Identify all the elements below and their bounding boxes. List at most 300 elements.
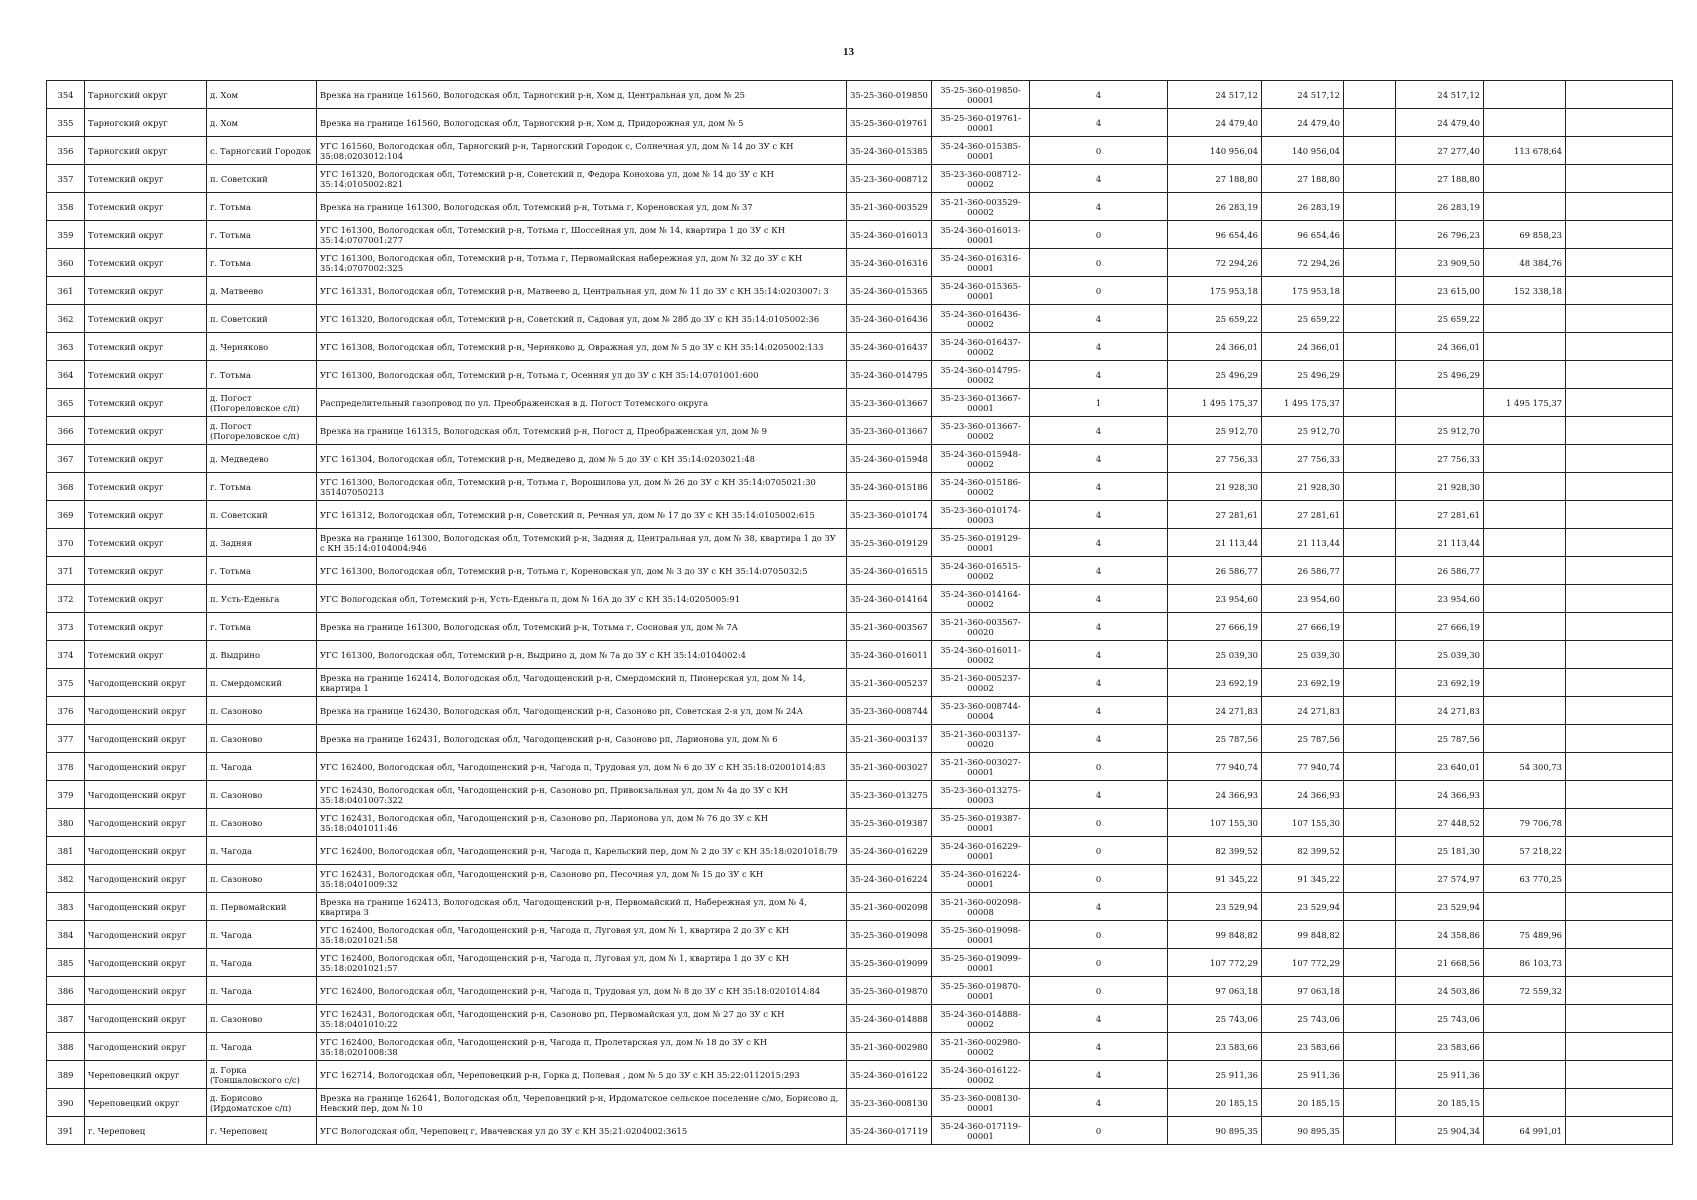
table-row xyxy=(47,837,1673,865)
cell-empty-col xyxy=(1344,921,1396,949)
cell-amount-2 xyxy=(1484,361,1566,389)
cell-amount-1: 23 529,94 xyxy=(1396,893,1484,921)
table-row xyxy=(47,1089,1673,1117)
cell-object-description: УГС 162431, Вологодская обл, Чагодощенский р-н, Сазоново рп, Первомайская ул, дом № 27 до ЗУ с КН 35:18:0401010:22 xyxy=(317,1005,847,1033)
cell-empty-col-2 xyxy=(1566,249,1673,277)
cell-amount-1: 25 496,29 xyxy=(1396,361,1484,389)
cell-category: 4 xyxy=(1030,473,1168,501)
cell-district: Чагодощенский округ xyxy=(85,921,207,949)
cell-settlement: д. Горка (Тоншаловского с/с) xyxy=(207,1061,317,1089)
cell-object-description: УГС 162400, Вологодская обл, Чагодощенский р-н, Чагода п, Карельский пер, дом № 2 до ЗУ с КН 35:18:0201018:79 xyxy=(317,837,847,865)
cell-district: Чагодощенский округ xyxy=(85,837,207,865)
cell-object-description: Врезка на границе 162641, Вологодская обл, Череповецкий р-н, Ирдоматское сельское поселение с/мо, Борисово д, Невский пер, дом № 10 xyxy=(317,1089,847,1117)
cell-amount-2 xyxy=(1484,81,1566,109)
cell-empty-col xyxy=(1344,641,1396,669)
cell-amount-1: 25 904,34 xyxy=(1396,1117,1484,1145)
cell-amount-2 xyxy=(1484,417,1566,445)
cell-empty-col-2 xyxy=(1566,445,1673,473)
cell-settlement: д. Медведево xyxy=(207,445,317,473)
cell-amount-1: 26 586,77 xyxy=(1396,557,1484,585)
cell-object-description: УГС 161320, Вологодская обл, Тотемский р-н, Советский п, Федора Конохова ул, дом № 14 до ЗУ с КН 35:14:0105002:821 xyxy=(317,165,847,193)
cell-cost-2: 20 185,15 xyxy=(1262,1089,1344,1117)
cell-identifier-code: 35-23-360-013667 xyxy=(847,417,932,445)
cell-empty-col xyxy=(1344,1033,1396,1061)
cell-identifier-code: 35-25-360-019870 xyxy=(847,977,932,1005)
cell-amount-2 xyxy=(1484,501,1566,529)
cell-empty-col-2 xyxy=(1566,277,1673,305)
cell-empty-col xyxy=(1344,361,1396,389)
cell-amount-1: 25 039,30 xyxy=(1396,641,1484,669)
cell-row-number: 369 xyxy=(47,501,85,529)
cell-empty-col xyxy=(1344,977,1396,1005)
cell-district: Тарногский округ xyxy=(85,109,207,137)
cell-amount-2 xyxy=(1484,1061,1566,1089)
cell-total-cost: 24 271,83 xyxy=(1168,697,1262,725)
cell-empty-col xyxy=(1344,473,1396,501)
table-row xyxy=(47,165,1673,193)
cell-object-code: 35-25-360-019850-00001 xyxy=(932,81,1030,109)
cell-settlement: п. Чагода xyxy=(207,949,317,977)
cell-empty-col xyxy=(1344,249,1396,277)
cell-district: Чагодощенский округ xyxy=(85,669,207,697)
cell-amount-2 xyxy=(1484,529,1566,557)
cell-empty-col xyxy=(1344,277,1396,305)
cell-object-code: 35-24-360-016515-00002 xyxy=(932,557,1030,585)
cell-identifier-code: 35-23-360-010174 xyxy=(847,501,932,529)
cell-object-description: Врезка на границе 162430, Вологодская обл, Чагодощенский р-н, Сазоново рп, Советская 2-я ул, дом № 24А xyxy=(317,697,847,725)
cell-object-code: 35-24-360-015385-00001 xyxy=(932,137,1030,165)
cell-amount-2: 63 770,25 xyxy=(1484,865,1566,893)
cell-object-description: УГС 161304, Вологодская обл, Тотемский р-н, Медведево д, дом № 5 до ЗУ с КН 35:14:0203021:48 xyxy=(317,445,847,473)
cell-identifier-code: 35-21-360-003027 xyxy=(847,753,932,781)
table-row xyxy=(47,1117,1673,1145)
cell-category: 4 xyxy=(1030,361,1168,389)
cell-district: Чагодощенский округ xyxy=(85,1033,207,1061)
cell-identifier-code: 35-21-360-005237 xyxy=(847,669,932,697)
cell-row-number: 380 xyxy=(47,809,85,837)
cell-settlement: п. Первомайский xyxy=(207,893,317,921)
cell-district: Тарногский округ xyxy=(85,137,207,165)
cell-amount-2: 48 384,76 xyxy=(1484,249,1566,277)
cell-object-code: 35-23-360-008130-00001 xyxy=(932,1089,1030,1117)
cell-identifier-code: 35-23-360-013275 xyxy=(847,781,932,809)
cell-amount-1: 24 358,86 xyxy=(1396,921,1484,949)
cell-row-number: 361 xyxy=(47,277,85,305)
cell-cost-2: 91 345,22 xyxy=(1262,865,1344,893)
cell-empty-col xyxy=(1344,585,1396,613)
cell-row-number: 379 xyxy=(47,781,85,809)
cell-row-number: 375 xyxy=(47,669,85,697)
cell-cost-2: 23 954,60 xyxy=(1262,585,1344,613)
cell-amount-2: 152 338,18 xyxy=(1484,277,1566,305)
cell-settlement: п. Сазоново xyxy=(207,865,317,893)
cell-empty-col-2 xyxy=(1566,1005,1673,1033)
cell-empty-col xyxy=(1344,949,1396,977)
cell-empty-col xyxy=(1344,837,1396,865)
cell-identifier-code: 35-24-360-015948 xyxy=(847,445,932,473)
cell-district: Тотемский округ xyxy=(85,165,207,193)
cell-empty-col xyxy=(1344,893,1396,921)
cell-amount-2: 79 706,78 xyxy=(1484,809,1566,837)
table-row xyxy=(47,753,1673,781)
cell-amount-1: 27 666,19 xyxy=(1396,613,1484,641)
cell-settlement: п. Советский xyxy=(207,305,317,333)
cell-identifier-code: 35-24-360-016436 xyxy=(847,305,932,333)
cell-identifier-code: 35-25-360-019099 xyxy=(847,949,932,977)
cell-empty-col xyxy=(1344,781,1396,809)
cell-settlement: г. Тотьма xyxy=(207,473,317,501)
cell-amount-1: 25 912,70 xyxy=(1396,417,1484,445)
cell-object-description: Врезка на границе 161300, Вологодская обл, Тотемский р-н, Задняя д, Центральная ул, дом № 38, квартира 1 до ЗУ с КН 35:14:0104004:946 xyxy=(317,529,847,557)
cell-total-cost: 140 956,04 xyxy=(1168,137,1262,165)
cell-total-cost: 27 756,33 xyxy=(1168,445,1262,473)
cell-identifier-code: 35-24-360-015365 xyxy=(847,277,932,305)
table-row xyxy=(47,585,1673,613)
cell-cost-2: 1 495 175,37 xyxy=(1262,389,1344,417)
cell-category: 4 xyxy=(1030,81,1168,109)
cell-amount-2 xyxy=(1484,109,1566,137)
cell-category: 4 xyxy=(1030,445,1168,473)
cell-amount-1: 23 583,66 xyxy=(1396,1033,1484,1061)
cell-object-code: 35-25-360-019098-00001 xyxy=(932,921,1030,949)
cell-total-cost: 24 366,93 xyxy=(1168,781,1262,809)
cell-identifier-code: 35-24-360-016316 xyxy=(847,249,932,277)
cell-settlement: д. Хом xyxy=(207,109,317,137)
cell-empty-col-2 xyxy=(1566,641,1673,669)
cell-settlement: п. Смердомский xyxy=(207,669,317,697)
cell-district: Тотемский округ xyxy=(85,529,207,557)
cell-object-description: УГС Вологодская обл, Тотемский р-н, Усть-Еденьга п, дом № 16А до ЗУ с КН 35:14:0205005:91 xyxy=(317,585,847,613)
cell-object-description: Врезка на границе 162413, Вологодская обл, Чагодощенский р-н, Первомайский п, Набережная ул, дом № 4, квартира 3 xyxy=(317,893,847,921)
cell-settlement: п. Чагода xyxy=(207,837,317,865)
cell-amount-1: 23 640,01 xyxy=(1396,753,1484,781)
table-row xyxy=(47,473,1673,501)
cell-category: 0 xyxy=(1030,809,1168,837)
cell-district: Чагодощенский округ xyxy=(85,1005,207,1033)
table-row xyxy=(47,557,1673,585)
cell-identifier-code: 35-25-360-019850 xyxy=(847,81,932,109)
table-row xyxy=(47,1033,1673,1061)
cell-amount-2: 69 858,23 xyxy=(1484,221,1566,249)
cell-empty-col xyxy=(1344,137,1396,165)
cell-object-code: 35-24-360-016436-00002 xyxy=(932,305,1030,333)
cell-row-number: 360 xyxy=(47,249,85,277)
cell-empty-col xyxy=(1344,193,1396,221)
cell-object-code: 35-25-360-019761-00001 xyxy=(932,109,1030,137)
cell-empty-col-2 xyxy=(1566,781,1673,809)
table-row xyxy=(47,277,1673,305)
cell-amount-1: 25 659,22 xyxy=(1396,305,1484,333)
cell-amount-2 xyxy=(1484,697,1566,725)
cell-object-code: 35-25-360-019870-00001 xyxy=(932,977,1030,1005)
cell-object-description: Врезка на границе 161560, Вологодская обл, Тарногский р-н, Хом д, Придорожная ул, дом № 5 xyxy=(317,109,847,137)
cell-empty-col-2 xyxy=(1566,165,1673,193)
cell-empty-col-2 xyxy=(1566,389,1673,417)
cell-cost-2: 72 294,26 xyxy=(1262,249,1344,277)
cell-identifier-code: 35-21-360-003137 xyxy=(847,725,932,753)
cell-total-cost: 24 366,01 xyxy=(1168,333,1262,361)
cell-object-description: УГС 162431, Вологодская обл, Чагодощенский р-н, Сазоново рп, Ларионова ул, дом № 76 до ЗУ с КН 35:18:0401011:46 xyxy=(317,809,847,837)
cell-empty-col xyxy=(1344,1117,1396,1145)
cell-cost-2: 24 366,01 xyxy=(1262,333,1344,361)
table-row xyxy=(47,949,1673,977)
cell-identifier-code: 35-24-360-016013 xyxy=(847,221,932,249)
cell-row-number: 387 xyxy=(47,1005,85,1033)
cell-object-code: 35-24-360-014795-00002 xyxy=(932,361,1030,389)
cell-object-code: 35-21-360-003027-00001 xyxy=(932,753,1030,781)
cell-row-number: 377 xyxy=(47,725,85,753)
cell-empty-col-2 xyxy=(1566,473,1673,501)
cell-identifier-code: 35-24-360-017119 xyxy=(847,1117,932,1145)
cell-total-cost: 26 283,19 xyxy=(1168,193,1262,221)
table-row xyxy=(47,81,1673,109)
cell-empty-col-2 xyxy=(1566,333,1673,361)
cell-amount-1: 24 503,86 xyxy=(1396,977,1484,1005)
cell-category: 0 xyxy=(1030,753,1168,781)
cell-object-description: УГС 162400, Вологодская обл, Чагодощенский р-н, Чагода п, Трудовая ул, дом № 8 до ЗУ с КН 35:18:0201014:84 xyxy=(317,977,847,1005)
cell-object-description: УГС 162400, Вологодская обл, Чагодощенский р-н, Чагода п, Пролетарская ул, дом № 18 до ЗУ с КН 35:18:0201008:38 xyxy=(317,1033,847,1061)
cell-object-code: 35-21-360-005237-00002 xyxy=(932,669,1030,697)
cell-object-description: УГС 161300, Вологодская обл, Тотемский р-н, Тотьма г, Первомайская набережная ул, дом № 32 до ЗУ с КН 35:14:0707002:325 xyxy=(317,249,847,277)
cell-row-number: 374 xyxy=(47,641,85,669)
cell-object-code: 35-24-360-015365-00001 xyxy=(932,277,1030,305)
cell-cost-2: 23 529,94 xyxy=(1262,893,1344,921)
cell-identifier-code: 35-23-360-013667 xyxy=(847,389,932,417)
cell-district: Чагодощенский округ xyxy=(85,697,207,725)
cell-amount-2: 57 218,22 xyxy=(1484,837,1566,865)
cell-object-code: 35-24-360-016013-00001 xyxy=(932,221,1030,249)
cell-row-number: 388 xyxy=(47,1033,85,1061)
cell-identifier-code: 35-25-360-019387 xyxy=(847,809,932,837)
cell-object-code: 35-25-360-019387-00001 xyxy=(932,809,1030,837)
cell-row-number: 384 xyxy=(47,921,85,949)
cell-object-code: 35-21-360-003567-00020 xyxy=(932,613,1030,641)
cell-amount-2: 1 495 175,37 xyxy=(1484,389,1566,417)
cell-settlement: п. Чагода xyxy=(207,753,317,781)
cell-object-description: УГС 161320, Вологодская обл, Тотемский р-н, Советский п, Садовая ул, дом № 28б до ЗУ с КН 35:14:0105002:36 xyxy=(317,305,847,333)
cell-row-number: 367 xyxy=(47,445,85,473)
cell-district: Чагодощенский округ xyxy=(85,725,207,753)
table-row xyxy=(47,725,1673,753)
cell-category: 0 xyxy=(1030,137,1168,165)
cell-amount-2 xyxy=(1484,1005,1566,1033)
cell-amount-1: 27 281,61 xyxy=(1396,501,1484,529)
cell-total-cost: 20 185,15 xyxy=(1168,1089,1262,1117)
cell-amount-2: 64 991,01 xyxy=(1484,1117,1566,1145)
cell-cost-2: 25 911,36 xyxy=(1262,1061,1344,1089)
cell-settlement: п. Сазоново xyxy=(207,1005,317,1033)
cell-amount-2: 113 678,64 xyxy=(1484,137,1566,165)
cell-object-description: УГС 161300, Вологодская обл, Тотемский р-н, Тотьма г, Шоссейная ул, дом № 14, квартира 1 до ЗУ с КН 35:14:0707001:277 xyxy=(317,221,847,249)
cell-total-cost: 23 583,66 xyxy=(1168,1033,1262,1061)
cell-amount-2 xyxy=(1484,165,1566,193)
cell-object-description: УГС 162400, Вологодская обл, Чагодощенский р-н, Чагода п, Трудовая ул, дом № 6 до ЗУ с КН 35:18:02001014:83 xyxy=(317,753,847,781)
cell-row-number: 372 xyxy=(47,585,85,613)
cell-object-code: 35-23-360-008744-00004 xyxy=(932,697,1030,725)
cell-amount-2 xyxy=(1484,725,1566,753)
cell-empty-col xyxy=(1344,165,1396,193)
cell-object-description: УГС 161560, Вологодская обл, Тарногский р-н, Тарногский Городок с, Солнечная ул, дом № 14 до ЗУ с КН 35:08:0203012:104 xyxy=(317,137,847,165)
cell-object-code: 35-21-360-003529-00002 xyxy=(932,193,1030,221)
cell-settlement: д. Борисово (Ирдоматское с/п) xyxy=(207,1089,317,1117)
cell-object-description: УГС Вологодская обл, Череповец г, Ивачевская ул до ЗУ с КН 35:21:0204002:3615 xyxy=(317,1117,847,1145)
cell-empty-col xyxy=(1344,221,1396,249)
cell-empty-col xyxy=(1344,501,1396,529)
cell-amount-2 xyxy=(1484,781,1566,809)
cell-category: 4 xyxy=(1030,1033,1168,1061)
cell-category: 4 xyxy=(1030,725,1168,753)
cell-amount-1: 27 448,52 xyxy=(1396,809,1484,837)
cell-settlement: д. Выдрино xyxy=(207,641,317,669)
cell-empty-col xyxy=(1344,445,1396,473)
cell-category: 4 xyxy=(1030,109,1168,137)
cell-amount-1 xyxy=(1396,389,1484,417)
cell-settlement: г. Тотьма xyxy=(207,249,317,277)
cell-object-code: 35-24-360-016224-00001 xyxy=(932,865,1030,893)
table-row xyxy=(47,977,1673,1005)
table-row xyxy=(47,697,1673,725)
cell-cost-2: 27 188,80 xyxy=(1262,165,1344,193)
cell-object-code: 35-24-360-017119-00001 xyxy=(932,1117,1030,1145)
cell-amount-2 xyxy=(1484,613,1566,641)
cell-amount-1: 24 517,12 xyxy=(1396,81,1484,109)
cell-cost-2: 97 063,18 xyxy=(1262,977,1344,1005)
cell-total-cost: 77 940,74 xyxy=(1168,753,1262,781)
cell-empty-col-2 xyxy=(1566,81,1673,109)
cell-row-number: 390 xyxy=(47,1089,85,1117)
cell-empty-col-2 xyxy=(1566,109,1673,137)
cell-category: 1 xyxy=(1030,389,1168,417)
cell-amount-2: 72 559,32 xyxy=(1484,977,1566,1005)
cell-category: 4 xyxy=(1030,193,1168,221)
cell-row-number: 366 xyxy=(47,417,85,445)
cell-row-number: 355 xyxy=(47,109,85,137)
cell-amount-2 xyxy=(1484,585,1566,613)
cell-empty-col xyxy=(1344,725,1396,753)
table-row xyxy=(47,305,1673,333)
cell-total-cost: 1 495 175,37 xyxy=(1168,389,1262,417)
cell-identifier-code: 35-24-360-015186 xyxy=(847,473,932,501)
cell-cost-2: 26 586,77 xyxy=(1262,557,1344,585)
cell-amount-1: 21 113,44 xyxy=(1396,529,1484,557)
cell-cost-2: 23 692,19 xyxy=(1262,669,1344,697)
cell-empty-col-2 xyxy=(1566,585,1673,613)
cell-identifier-code: 35-23-360-008130 xyxy=(847,1089,932,1117)
cell-identifier-code: 35-24-360-016515 xyxy=(847,557,932,585)
cell-cost-2: 77 940,74 xyxy=(1262,753,1344,781)
cell-row-number: 357 xyxy=(47,165,85,193)
cell-empty-col xyxy=(1344,865,1396,893)
cell-row-number: 383 xyxy=(47,893,85,921)
cell-district: Тотемский округ xyxy=(85,557,207,585)
table-row xyxy=(47,445,1673,473)
cell-empty-col-2 xyxy=(1566,1089,1673,1117)
cell-cost-2: 27 756,33 xyxy=(1262,445,1344,473)
cell-cost-2: 23 583,66 xyxy=(1262,1033,1344,1061)
cell-object-code: 35-24-360-016122-00002 xyxy=(932,1061,1030,1089)
cell-row-number: 376 xyxy=(47,697,85,725)
cell-empty-col-2 xyxy=(1566,949,1673,977)
table-row xyxy=(47,361,1673,389)
cell-district: Чагодощенский округ xyxy=(85,893,207,921)
cell-empty-col xyxy=(1344,81,1396,109)
cell-category: 4 xyxy=(1030,641,1168,669)
table-row xyxy=(47,221,1673,249)
cell-empty-col xyxy=(1344,389,1396,417)
table-body xyxy=(47,81,1673,1145)
cell-empty-col-2 xyxy=(1566,1061,1673,1089)
cell-object-code: 35-23-360-013667-00001 xyxy=(932,389,1030,417)
cell-category: 4 xyxy=(1030,529,1168,557)
cell-district: Чагодощенский округ xyxy=(85,753,207,781)
cell-empty-col-2 xyxy=(1566,1117,1673,1145)
cell-object-description: УГС 162714, Вологодская обл, Череповецкий р-н, Горка д, Полевая , дом № 5 до ЗУ с КН 35:22:0112015:293 xyxy=(317,1061,847,1089)
cell-category: 4 xyxy=(1030,1089,1168,1117)
cell-identifier-code: 35-24-360-014164 xyxy=(847,585,932,613)
cell-district: Чагодощенский округ xyxy=(85,977,207,1005)
cell-cost-2: 96 654,46 xyxy=(1262,221,1344,249)
cell-object-description: УГС 162431, Вологодская обл, Чагодощенский р-н, Сазоново рп, Песочная ул, дом № 15 до ЗУ с КН 35:18:0401009:32 xyxy=(317,865,847,893)
cell-amount-1: 23 954,60 xyxy=(1396,585,1484,613)
cell-cost-2: 90 895,35 xyxy=(1262,1117,1344,1145)
cell-amount-1: 21 928,30 xyxy=(1396,473,1484,501)
cell-empty-col-2 xyxy=(1566,613,1673,641)
cell-category: 4 xyxy=(1030,613,1168,641)
cell-settlement: д. Погост (Погореловское с/п) xyxy=(207,389,317,417)
cell-amount-2 xyxy=(1484,473,1566,501)
cell-amount-1: 27 277,40 xyxy=(1396,137,1484,165)
cell-object-description: УГС 161331, Вологодская обл, Тотемский р-н, Матвеево д, Центральная ул, дом № 11 до ЗУ с КН 35:14:0203007: 3 xyxy=(317,277,847,305)
cell-row-number: 362 xyxy=(47,305,85,333)
cell-empty-col xyxy=(1344,753,1396,781)
cell-empty-col xyxy=(1344,557,1396,585)
cell-empty-col-2 xyxy=(1566,753,1673,781)
cell-empty-col xyxy=(1344,417,1396,445)
cell-amount-1: 27 188,80 xyxy=(1396,165,1484,193)
cell-cost-2: 99 848,82 xyxy=(1262,921,1344,949)
cell-empty-col-2 xyxy=(1566,669,1673,697)
cell-district: Тотемский округ xyxy=(85,473,207,501)
cell-empty-col xyxy=(1344,529,1396,557)
cell-object-description: Врезка на границе 161560, Вологодская обл, Тарногский р-н, Хом д, Центральная ул, дом № 25 xyxy=(317,81,847,109)
cell-total-cost: 23 692,19 xyxy=(1168,669,1262,697)
cell-empty-col xyxy=(1344,1089,1396,1117)
cell-settlement: п. Сазоново xyxy=(207,697,317,725)
cell-object-description: УГС 161300, Вологодская обл, Тотемский р-н, Тотьма г, Осенняя ул до ЗУ с КН 35:14:0701001:600 xyxy=(317,361,847,389)
table-row xyxy=(47,809,1673,837)
cell-object-code: 35-21-360-003137-00020 xyxy=(932,725,1030,753)
cell-cost-2: 27 666,19 xyxy=(1262,613,1344,641)
cell-total-cost: 26 586,77 xyxy=(1168,557,1262,585)
cell-empty-col xyxy=(1344,613,1396,641)
cell-total-cost: 24 517,12 xyxy=(1168,81,1262,109)
cell-category: 4 xyxy=(1030,501,1168,529)
cell-identifier-code: 35-23-360-008744 xyxy=(847,697,932,725)
cell-settlement: г. Тотьма xyxy=(207,221,317,249)
cell-row-number: 386 xyxy=(47,977,85,1005)
cell-district: Тотемский округ xyxy=(85,277,207,305)
cell-cost-2: 140 956,04 xyxy=(1262,137,1344,165)
cell-amount-2 xyxy=(1484,641,1566,669)
cell-amount-2: 54 300,73 xyxy=(1484,753,1566,781)
cell-object-description: УГС 161312, Вологодская обл, Тотемский р-н, Советский п, Речная ул, дом № 17 до ЗУ с КН 35:14:0105002:615 xyxy=(317,501,847,529)
cell-district: Тотемский округ xyxy=(85,333,207,361)
cell-total-cost: 91 345,22 xyxy=(1168,865,1262,893)
cell-empty-col-2 xyxy=(1566,221,1673,249)
cell-district: Тотемский округ xyxy=(85,417,207,445)
cell-total-cost: 82 399,52 xyxy=(1168,837,1262,865)
cell-settlement: п. Советский xyxy=(207,501,317,529)
